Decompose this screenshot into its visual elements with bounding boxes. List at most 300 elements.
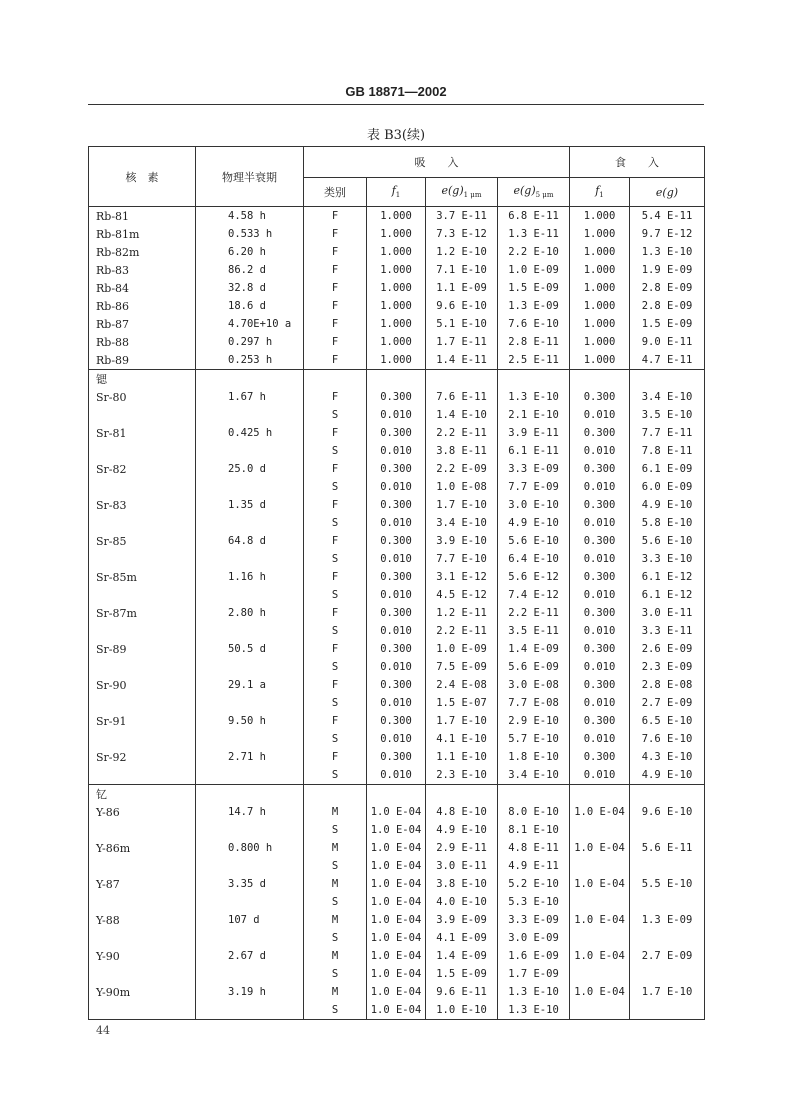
cell-type: S bbox=[304, 514, 367, 532]
table-row bbox=[89, 839, 705, 857]
cell-e-ingestion: 6.1 E-12 bbox=[630, 568, 705, 586]
cell-nuclide bbox=[89, 965, 196, 983]
cell-nuclide: Rb-83 bbox=[89, 261, 196, 279]
cell-e-ingestion bbox=[630, 857, 705, 875]
empty-cell bbox=[196, 370, 304, 389]
cell-e-ingestion bbox=[630, 929, 705, 947]
cell-type: F bbox=[304, 279, 367, 297]
table-row bbox=[89, 550, 705, 568]
table-row bbox=[89, 279, 705, 297]
cell-nuclide bbox=[89, 406, 196, 424]
cell-e-5um: 1.8 E-10 bbox=[498, 748, 570, 766]
table-row bbox=[89, 388, 705, 406]
cell-type: S bbox=[304, 658, 367, 676]
cell-e-5um: 4.8 E-11 bbox=[498, 839, 570, 857]
cell-nuclide: Sr-83 bbox=[89, 496, 196, 514]
cell-nuclide: Sr-91 bbox=[89, 712, 196, 730]
cell-e-ingestion: 4.9 E-10 bbox=[630, 496, 705, 514]
f1-subscript: 1 bbox=[395, 191, 401, 200]
cell-f1-inhalation: 1.0 E-04 bbox=[367, 821, 426, 839]
cell-e-1um: 3.8 E-11 bbox=[426, 442, 498, 460]
table-row bbox=[89, 333, 705, 351]
cell-f1-inhalation: 1.000 bbox=[367, 297, 426, 315]
table-row bbox=[89, 766, 705, 785]
cell-half-life bbox=[196, 478, 304, 496]
cell-half-life: 4.58 h bbox=[196, 207, 304, 226]
cell-half-life: 0.533 h bbox=[196, 225, 304, 243]
cell-half-life bbox=[196, 658, 304, 676]
cell-f1-ingestion: 0.300 bbox=[570, 424, 630, 442]
cell-type: S bbox=[304, 893, 367, 911]
cell-e-ingestion: 1.3 E-09 bbox=[630, 911, 705, 929]
cell-e-1um: 7.5 E-09 bbox=[426, 658, 498, 676]
cell-half-life: 0.297 h bbox=[196, 333, 304, 351]
cell-half-life: 2.80 h bbox=[196, 604, 304, 622]
cell-e-5um: 1.0 E-09 bbox=[498, 261, 570, 279]
element-label: 锶 bbox=[89, 370, 196, 389]
col-header-half-life: 物理半衰期 bbox=[196, 147, 304, 207]
cell-f1-ingestion: 1.000 bbox=[570, 261, 630, 279]
cell-e-1um: 1.4 E-10 bbox=[426, 406, 498, 424]
cell-f1-ingestion: 0.300 bbox=[570, 676, 630, 694]
f1-ingestion-symbol: f bbox=[595, 184, 600, 198]
table-row bbox=[89, 243, 705, 261]
cell-e-5um: 3.0 E-10 bbox=[498, 496, 570, 514]
cell-e-1um: 2.3 E-10 bbox=[426, 766, 498, 785]
cell-f1-inhalation: 1.0 E-04 bbox=[367, 947, 426, 965]
cell-half-life: 18.6 d bbox=[196, 297, 304, 315]
cell-nuclide bbox=[89, 766, 196, 785]
cell-e-ingestion: 2.7 E-09 bbox=[630, 694, 705, 712]
cell-e-5um: 1.3 E-09 bbox=[498, 297, 570, 315]
dose-coefficient-table bbox=[88, 146, 705, 1020]
table-row bbox=[89, 207, 705, 226]
table-row bbox=[89, 315, 705, 333]
cell-f1-ingestion: 1.000 bbox=[570, 315, 630, 333]
cell-e-ingestion: 4.3 E-10 bbox=[630, 748, 705, 766]
cell-type: F bbox=[304, 460, 367, 478]
cell-e-5um: 4.9 E-10 bbox=[498, 514, 570, 532]
cell-half-life: 25.0 d bbox=[196, 460, 304, 478]
cell-e-ingestion: 4.7 E-11 bbox=[630, 351, 705, 370]
cell-e-5um: 1.5 E-09 bbox=[498, 279, 570, 297]
cell-half-life: 32.8 d bbox=[196, 279, 304, 297]
cell-e-5um: 3.3 E-09 bbox=[498, 460, 570, 478]
cell-nuclide: Rb-87 bbox=[89, 315, 196, 333]
cell-e-1um: 4.5 E-12 bbox=[426, 586, 498, 604]
cell-half-life bbox=[196, 857, 304, 875]
cell-e-1um: 7.6 E-11 bbox=[426, 388, 498, 406]
col-header-type: 类别 bbox=[304, 178, 367, 207]
cell-nuclide bbox=[89, 857, 196, 875]
cell-type: S bbox=[304, 929, 367, 947]
cell-f1-inhalation: 1.000 bbox=[367, 243, 426, 261]
table-row bbox=[89, 460, 705, 478]
cell-half-life: 3.35 d bbox=[196, 875, 304, 893]
cell-nuclide bbox=[89, 550, 196, 568]
cell-type: M bbox=[304, 983, 367, 1001]
col-header-f1-ingestion bbox=[570, 178, 630, 207]
cell-nuclide: Y-86 bbox=[89, 803, 196, 821]
cell-f1-inhalation: 0.300 bbox=[367, 748, 426, 766]
table-row bbox=[89, 694, 705, 712]
document-header: GB 18871—2002 bbox=[345, 84, 447, 99]
cell-f1-ingestion: 1.0 E-04 bbox=[570, 947, 630, 965]
cell-e-1um: 1.2 E-10 bbox=[426, 243, 498, 261]
cell-f1-ingestion: 1.0 E-04 bbox=[570, 983, 630, 1001]
table-row bbox=[89, 604, 705, 622]
table-row bbox=[89, 911, 705, 929]
cell-e-1um: 3.7 E-11 bbox=[426, 207, 498, 226]
cell-half-life: 64.8 d bbox=[196, 532, 304, 550]
cell-f1-inhalation: 1.0 E-04 bbox=[367, 911, 426, 929]
cell-f1-ingestion bbox=[570, 965, 630, 983]
cell-e-ingestion: 3.5 E-10 bbox=[630, 406, 705, 424]
cell-type: S bbox=[304, 694, 367, 712]
cell-f1-ingestion: 1.000 bbox=[570, 225, 630, 243]
cell-half-life: 107 d bbox=[196, 911, 304, 929]
empty-cell bbox=[426, 785, 498, 804]
cell-type: F bbox=[304, 532, 367, 550]
cell-type: F bbox=[304, 225, 367, 243]
cell-type: F bbox=[304, 207, 367, 226]
cell-nuclide: Rb-84 bbox=[89, 279, 196, 297]
cell-e-5um: 3.3 E-09 bbox=[498, 911, 570, 929]
cell-f1-ingestion bbox=[570, 857, 630, 875]
cell-f1-ingestion: 0.300 bbox=[570, 640, 630, 658]
cell-e-ingestion: 1.9 E-09 bbox=[630, 261, 705, 279]
table-row bbox=[89, 225, 705, 243]
cell-f1-ingestion bbox=[570, 929, 630, 947]
element-label: 钇 bbox=[89, 785, 196, 804]
cell-e-1um: 1.1 E-09 bbox=[426, 279, 498, 297]
cell-f1-inhalation: 0.300 bbox=[367, 676, 426, 694]
cell-f1-inhalation: 1.0 E-04 bbox=[367, 857, 426, 875]
cell-f1-inhalation: 0.300 bbox=[367, 568, 426, 586]
cell-f1-ingestion: 0.300 bbox=[570, 712, 630, 730]
cell-f1-inhalation: 1.0 E-04 bbox=[367, 965, 426, 983]
cell-f1-ingestion: 0.300 bbox=[570, 568, 630, 586]
table-row bbox=[89, 965, 705, 983]
cell-f1-ingestion: 1.0 E-04 bbox=[570, 911, 630, 929]
cell-type: S bbox=[304, 766, 367, 785]
cell-e-ingestion: 3.4 E-10 bbox=[630, 388, 705, 406]
cell-e-1um: 1.5 E-09 bbox=[426, 965, 498, 983]
cell-e-ingestion: 6.0 E-09 bbox=[630, 478, 705, 496]
table-row bbox=[89, 983, 705, 1001]
cell-f1-inhalation: 1.000 bbox=[367, 351, 426, 370]
cell-f1-inhalation: 1.000 bbox=[367, 261, 426, 279]
cell-nuclide: Sr-85 bbox=[89, 532, 196, 550]
cell-half-life: 86.2 d bbox=[196, 261, 304, 279]
cell-type: M bbox=[304, 947, 367, 965]
col-header-ingestion: 食 入 bbox=[570, 147, 705, 178]
cell-f1-inhalation: 0.010 bbox=[367, 658, 426, 676]
cell-e-ingestion: 1.5 E-09 bbox=[630, 315, 705, 333]
cell-e-ingestion: 5.6 E-11 bbox=[630, 839, 705, 857]
empty-cell bbox=[367, 370, 426, 389]
cell-nuclide bbox=[89, 514, 196, 532]
cell-e-1um: 3.9 E-09 bbox=[426, 911, 498, 929]
cell-e-ingestion: 4.9 E-10 bbox=[630, 766, 705, 785]
empty-cell bbox=[304, 370, 367, 389]
cell-nuclide: Sr-92 bbox=[89, 748, 196, 766]
cell-e-1um: 1.4 E-09 bbox=[426, 947, 498, 965]
cell-half-life bbox=[196, 730, 304, 748]
empty-cell bbox=[630, 370, 705, 389]
table-row bbox=[89, 297, 705, 315]
cell-e-1um: 3.0 E-11 bbox=[426, 857, 498, 875]
cell-f1-inhalation: 0.300 bbox=[367, 712, 426, 730]
cell-e-5um: 6.4 E-10 bbox=[498, 550, 570, 568]
cell-e-5um: 7.7 E-09 bbox=[498, 478, 570, 496]
cell-nuclide: Rb-81 bbox=[89, 207, 196, 226]
cell-e-1um: 1.7 E-10 bbox=[426, 712, 498, 730]
cell-nuclide: Sr-82 bbox=[89, 460, 196, 478]
page-number: 44 bbox=[96, 1024, 110, 1037]
cell-nuclide bbox=[89, 1001, 196, 1020]
cell-nuclide bbox=[89, 442, 196, 460]
cell-f1-inhalation: 1.0 E-04 bbox=[367, 839, 426, 857]
col-header-e-ingestion bbox=[630, 178, 705, 207]
cell-type: F bbox=[304, 604, 367, 622]
cell-e-5um: 5.7 E-10 bbox=[498, 730, 570, 748]
cell-type: F bbox=[304, 315, 367, 333]
cell-e-5um: 1.3 E-10 bbox=[498, 983, 570, 1001]
cell-f1-ingestion: 0.010 bbox=[570, 514, 630, 532]
cell-f1-ingestion: 1.000 bbox=[570, 351, 630, 370]
cell-e-ingestion bbox=[630, 821, 705, 839]
cell-f1-ingestion: 1.000 bbox=[570, 297, 630, 315]
cell-f1-inhalation: 0.300 bbox=[367, 460, 426, 478]
cell-half-life bbox=[196, 442, 304, 460]
f1-symbol: f bbox=[391, 184, 396, 198]
cell-e-1um: 3.9 E-10 bbox=[426, 532, 498, 550]
cell-nuclide: Rb-82m bbox=[89, 243, 196, 261]
cell-nuclide bbox=[89, 586, 196, 604]
cell-f1-inhalation: 1.000 bbox=[367, 315, 426, 333]
cell-half-life: 1.67 h bbox=[196, 388, 304, 406]
empty-cell bbox=[426, 370, 498, 389]
cell-e-ingestion: 6.1 E-09 bbox=[630, 460, 705, 478]
cell-f1-inhalation: 0.010 bbox=[367, 586, 426, 604]
table-row bbox=[89, 586, 705, 604]
cell-type: F bbox=[304, 748, 367, 766]
cell-e-1um: 4.8 E-10 bbox=[426, 803, 498, 821]
cell-half-life: 0.800 h bbox=[196, 839, 304, 857]
col-header-f1-inhalation bbox=[367, 178, 426, 207]
table-row bbox=[89, 478, 705, 496]
cell-nuclide bbox=[89, 622, 196, 640]
cell-half-life: 14.7 h bbox=[196, 803, 304, 821]
empty-cell bbox=[498, 785, 570, 804]
cell-f1-inhalation: 0.010 bbox=[367, 550, 426, 568]
cell-f1-inhalation: 0.010 bbox=[367, 514, 426, 532]
cell-e-1um: 1.1 E-10 bbox=[426, 748, 498, 766]
cell-type: S bbox=[304, 478, 367, 496]
cell-e-5um: 7.7 E-08 bbox=[498, 694, 570, 712]
cell-type: M bbox=[304, 803, 367, 821]
empty-cell bbox=[570, 370, 630, 389]
cell-e-5um: 3.0 E-09 bbox=[498, 929, 570, 947]
cell-f1-ingestion: 0.300 bbox=[570, 604, 630, 622]
table-row bbox=[89, 514, 705, 532]
cell-e-1um: 2.9 E-11 bbox=[426, 839, 498, 857]
cell-f1-ingestion: 0.300 bbox=[570, 532, 630, 550]
cell-e-5um: 1.3 E-10 bbox=[498, 1001, 570, 1020]
cell-f1-ingestion: 1.0 E-04 bbox=[570, 875, 630, 893]
table-caption: 表 B3(续) bbox=[366, 128, 426, 143]
cell-e-ingestion bbox=[630, 1001, 705, 1020]
cell-f1-ingestion: 0.010 bbox=[570, 550, 630, 568]
cell-e-1um: 9.6 E-10 bbox=[426, 297, 498, 315]
table-row bbox=[89, 568, 705, 586]
cell-e-1um: 1.2 E-11 bbox=[426, 604, 498, 622]
cell-e-ingestion: 2.8 E-09 bbox=[630, 279, 705, 297]
table-row bbox=[89, 821, 705, 839]
cell-e-ingestion: 2.8 E-08 bbox=[630, 676, 705, 694]
cell-f1-inhalation: 0.010 bbox=[367, 478, 426, 496]
cell-e-ingestion: 5.4 E-11 bbox=[630, 207, 705, 226]
table-row bbox=[89, 929, 705, 947]
col-header-inhalation: 吸 入 bbox=[304, 147, 570, 178]
col-header-e-1um bbox=[426, 178, 498, 207]
cell-e-1um: 3.8 E-10 bbox=[426, 875, 498, 893]
cell-half-life bbox=[196, 965, 304, 983]
cell-type: F bbox=[304, 261, 367, 279]
cell-e-ingestion: 5.6 E-10 bbox=[630, 532, 705, 550]
cell-e-5um: 1.7 E-09 bbox=[498, 965, 570, 983]
cell-e-ingestion: 1.7 E-10 bbox=[630, 983, 705, 1001]
table-row bbox=[89, 712, 705, 730]
cell-e-1um: 3.1 E-12 bbox=[426, 568, 498, 586]
cell-f1-ingestion: 0.010 bbox=[570, 442, 630, 460]
cell-f1-ingestion: 0.010 bbox=[570, 478, 630, 496]
empty-cell bbox=[570, 785, 630, 804]
cell-nuclide bbox=[89, 478, 196, 496]
cell-e-1um: 1.0 E-08 bbox=[426, 478, 498, 496]
cell-f1-ingestion: 0.300 bbox=[570, 748, 630, 766]
table-row bbox=[89, 261, 705, 279]
cell-e-ingestion bbox=[630, 893, 705, 911]
cell-f1-ingestion: 1.000 bbox=[570, 279, 630, 297]
table-row bbox=[89, 351, 705, 370]
table-row bbox=[89, 857, 705, 875]
cell-e-5um: 6.1 E-11 bbox=[498, 442, 570, 460]
cell-nuclide: Sr-81 bbox=[89, 424, 196, 442]
cell-e-1um: 2.2 E-09 bbox=[426, 460, 498, 478]
cell-e-5um: 1.4 E-09 bbox=[498, 640, 570, 658]
cell-e-ingestion: 9.7 E-12 bbox=[630, 225, 705, 243]
e-1um-subscript: 1 μm bbox=[463, 191, 482, 200]
cell-half-life bbox=[196, 694, 304, 712]
cell-e-ingestion: 6.5 E-10 bbox=[630, 712, 705, 730]
cell-f1-inhalation: 0.010 bbox=[367, 730, 426, 748]
cell-e-5um: 2.1 E-10 bbox=[498, 406, 570, 424]
cell-f1-ingestion: 0.010 bbox=[570, 406, 630, 424]
cell-half-life: 50.5 d bbox=[196, 640, 304, 658]
table-row bbox=[89, 496, 705, 514]
table-row bbox=[89, 893, 705, 911]
cell-half-life: 29.1 a bbox=[196, 676, 304, 694]
cell-nuclide: Y-86m bbox=[89, 839, 196, 857]
cell-e-ingestion: 2.8 E-09 bbox=[630, 297, 705, 315]
cell-type: M bbox=[304, 875, 367, 893]
cell-type: F bbox=[304, 333, 367, 351]
cell-type: M bbox=[304, 839, 367, 857]
cell-f1-inhalation: 0.300 bbox=[367, 388, 426, 406]
cell-half-life bbox=[196, 586, 304, 604]
e-1um-symbol: e(g) bbox=[441, 184, 464, 198]
cell-f1-ingestion: 0.010 bbox=[570, 622, 630, 640]
cell-e-5um: 7.4 E-12 bbox=[498, 586, 570, 604]
empty-cell bbox=[304, 785, 367, 804]
cell-nuclide: Y-87 bbox=[89, 875, 196, 893]
cell-half-life: 2.67 d bbox=[196, 947, 304, 965]
table-row bbox=[89, 875, 705, 893]
e-5um-subscript: 5 μm bbox=[535, 191, 554, 200]
cell-f1-ingestion: 0.010 bbox=[570, 586, 630, 604]
cell-f1-inhalation: 1.0 E-04 bbox=[367, 1001, 426, 1020]
cell-f1-inhalation: 0.300 bbox=[367, 424, 426, 442]
cell-e-1um: 1.7 E-11 bbox=[426, 333, 498, 351]
cell-half-life: 2.71 h bbox=[196, 748, 304, 766]
table-row bbox=[89, 947, 705, 965]
cell-f1-inhalation: 1.000 bbox=[367, 279, 426, 297]
cell-f1-inhalation: 0.300 bbox=[367, 604, 426, 622]
cell-f1-inhalation: 1.0 E-04 bbox=[367, 875, 426, 893]
cell-e-1um: 1.0 E-10 bbox=[426, 1001, 498, 1020]
cell-half-life: 4.70E+10 a bbox=[196, 315, 304, 333]
cell-type: S bbox=[304, 965, 367, 983]
cell-f1-ingestion: 1.000 bbox=[570, 207, 630, 226]
cell-nuclide bbox=[89, 893, 196, 911]
cell-e-ingestion: 3.3 E-11 bbox=[630, 622, 705, 640]
cell-half-life bbox=[196, 766, 304, 785]
table-row bbox=[89, 730, 705, 748]
cell-half-life bbox=[196, 406, 304, 424]
cell-e-ingestion: 7.6 E-10 bbox=[630, 730, 705, 748]
cell-e-5um: 4.9 E-11 bbox=[498, 857, 570, 875]
cell-type: S bbox=[304, 406, 367, 424]
cell-e-1um: 1.7 E-10 bbox=[426, 496, 498, 514]
cell-e-5um: 3.0 E-08 bbox=[498, 676, 570, 694]
cell-e-5um: 2.2 E-11 bbox=[498, 604, 570, 622]
cell-type: S bbox=[304, 586, 367, 604]
cell-type: F bbox=[304, 297, 367, 315]
cell-e-ingestion bbox=[630, 965, 705, 983]
cell-nuclide: Sr-89 bbox=[89, 640, 196, 658]
cell-e-5um: 2.2 E-10 bbox=[498, 243, 570, 261]
table-row bbox=[89, 803, 705, 821]
cell-f1-ingestion: 1.0 E-04 bbox=[570, 839, 630, 857]
cell-type: S bbox=[304, 821, 367, 839]
cell-type: S bbox=[304, 550, 367, 568]
cell-e-5um: 5.6 E-09 bbox=[498, 658, 570, 676]
cell-nuclide bbox=[89, 694, 196, 712]
cell-e-5um: 2.5 E-11 bbox=[498, 351, 570, 370]
cell-half-life: 3.19 h bbox=[196, 983, 304, 1001]
cell-type: F bbox=[304, 712, 367, 730]
cell-nuclide: Sr-87m bbox=[89, 604, 196, 622]
empty-cell bbox=[498, 370, 570, 389]
cell-nuclide: Y-90m bbox=[89, 983, 196, 1001]
cell-half-life bbox=[196, 893, 304, 911]
cell-half-life bbox=[196, 622, 304, 640]
cell-e-ingestion: 7.7 E-11 bbox=[630, 424, 705, 442]
cell-e-1um: 3.4 E-10 bbox=[426, 514, 498, 532]
cell-type: S bbox=[304, 857, 367, 875]
